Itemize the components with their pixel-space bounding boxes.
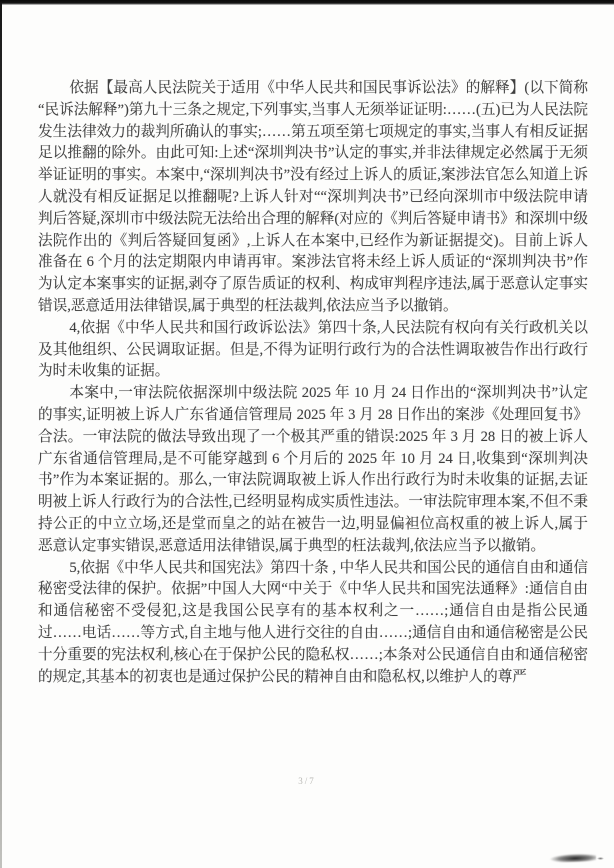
page-number: 3/7 (298, 776, 316, 786)
scan-top-edge-artifact (0, 0, 614, 5)
paragraph-civil-procedure-interpretation: 依据【最高人民法院关于适用《中华人民共和国民事诉讼法》的解释】(以下简称“民诉法解释”)第九十三条之规定,下列事实,当事人无须举证证明:……(五)已为人民法院发生法律效力的裁判所确认的事实;……第五项至第七项规定的事实,当事人有相反证据足以推翻的除外。由此可知:上述“深圳判决书”认定的事实,并非法律规定必然属于无须举证证明的事实。本案中,“深圳判决书”没有经过上诉人的质证,案涉法官怎么知道上诉人就没有相反证据足以推翻呢?上诉人针对““深圳判决书”已经向深圳市中级法院申请判后答疑,深圳市中级法院无法给出合理的解释(对应的《判后答疑申请书》和深圳中级法院作出的《判后答疑回复函》,上诉人在本案中,已经作为新证据提交)。目前上诉人准备在 6 个月的法定期限内申请再审。案涉法官将未经上诉人质证的“深圳判决书”作为认定本案事实的证据,剥夺了原告质证的权利、构成审判程序违法,属于恶意认定事实错误,恶意适用法律错误,属于典型的枉法裁判,依法应当予以撤销。 (38, 80, 588, 314)
ink-smudge-artifact (550, 853, 596, 863)
paragraph-point-5-constitution-article-40: 5,依据《中华人民共和国宪法》第四十条 , 中华人民共和国公民的通信自由和通信秘密受法律的保护。依据”中国人大网“中关于《中华人民共和国宪法通释》:通信自由和通信秘密不受侵犯,这是我国公民享有的基本权利之一……;通信自由是指公民通过……电话……等方式,自主地与他人进行交往的自由……;通信自由和通信秘密是公民十分重要的宪法权利,核心在于保护公民的隐私权……;本条对公民通信自由和通信秘密的规定,其基本的初衷也是通过保护公民的精神自由和隐私权,以维护人的尊严 (38, 559, 588, 685)
paragraph-point-4-admin-litigation-law: 4,依据《中华人民共和国行政诉讼法》第四十条,人民法院有权向有关行政机关以及其他组织、公民调取证据。但是,不得为证明行政行为的合法性调取被告作出行政行为时未收集的证据。 (38, 319, 588, 380)
scan-left-edge-artifact (0, 3, 2, 868)
document-body (38, 78, 588, 688)
paragraph-first-instance-court-error: 本案中,一审法院依据深圳中级法院 2025 年 10 月 24 日作出的“深圳判决书”认定的事实,证明被上诉人广东省通信管理局 2025 年 3 月 28 日作出的案涉《处理回复书》合法。一审法院的做法导致出现了一个极其严重的错误:2025 年 3 月 28 日的被上诉人广东省通信管理局,是不可能穿越到 6 个月后的 2025 年 10 月 24 日,收集到“深圳判决书”作为本案证据的。那么,一审法院调取被上诉人作出行政行为时未收集的证据,去证明被上诉人行政行为的合法性,已经明显构成实质性违法。一审法院审理本案,不但不秉持公正的中立立场,还是堂而皇之的站在被告一边,明显偏袒位高权重的被上诉人,属于恶意认定事实错误,恶意适用法律错误,属于典型的枉法裁判,依法应当予以撤销。 (38, 385, 588, 554)
ink-speck-artifact (597, 857, 604, 860)
